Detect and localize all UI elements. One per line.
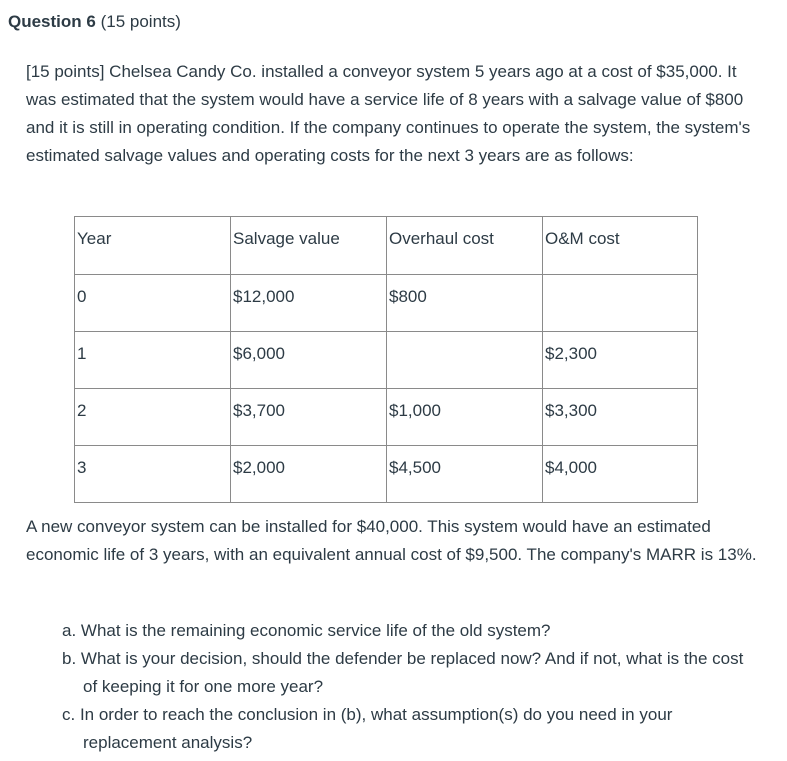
sub-question-a: a. What is the remaining economic service life of the old system? — [62, 621, 551, 640]
cell-salvage-value: $2,000 — [231, 446, 387, 503]
cell-om-cost: $4,000 — [543, 446, 698, 503]
cell-om-cost: $3,300 — [543, 389, 698, 446]
cell-year: 1 — [75, 332, 231, 389]
sub-question-list — [62, 617, 762, 757]
header-year: Year — [75, 217, 231, 275]
table-row — [75, 446, 698, 503]
cell-om-cost: $2,300 — [543, 332, 698, 389]
cell-overhaul-cost: $4,500 — [387, 446, 543, 503]
cell-year: 3 — [75, 446, 231, 503]
cell-salvage-value: $3,700 — [231, 389, 387, 446]
table-row — [75, 332, 698, 389]
cell-year: 0 — [75, 275, 231, 332]
cell-overhaul-cost: $1,000 — [387, 389, 543, 446]
question-header — [8, 10, 181, 34]
question-intro: [15 points] Chelsea Candy Co. installed a conveyor system 5 years ago at a cost of $35,000. It was estimated that the system would have a service life of 8 years with a salvage value of $800 and it is still in operating condition. If the company continues to operate the system, the system's estimated salvage values and operating costs for the next 3 years are as follows: — [26, 62, 751, 165]
cell-overhaul-cost — [387, 332, 543, 389]
header-salvage-value: Salvage value — [231, 217, 387, 275]
question-followup-text: A new conveyor system can be installed for $40,000. This system would have an estimated economic life of 3 years, with an equivalent annual cost of $9,500. The company's MARR is 13%. — [26, 517, 757, 564]
question-points: (15 points) — [100, 12, 181, 31]
table-row — [75, 275, 698, 332]
cost-table — [74, 216, 698, 503]
sub-question-c: c. In order to reach the conclusion in (b), what assumption(s) do you need in your replacement analysis? — [62, 705, 673, 752]
cell-year: 2 — [75, 389, 231, 446]
table-row — [75, 389, 698, 446]
sub-question-b: b. What is your decision, should the defender be replaced now? And if not, what is the cost of keeping it for one more year? — [62, 649, 744, 696]
question-title: Question 6 — [8, 12, 96, 31]
cell-salvage-value: $6,000 — [231, 332, 387, 389]
header-overhaul-cost: Overhaul cost — [387, 217, 543, 275]
header-om-cost: O&M cost — [543, 217, 698, 275]
cell-om-cost — [543, 275, 698, 332]
cell-salvage-value: $12,000 — [231, 275, 387, 332]
cell-overhaul-cost: $800 — [387, 275, 543, 332]
table-header-row — [75, 217, 698, 275]
